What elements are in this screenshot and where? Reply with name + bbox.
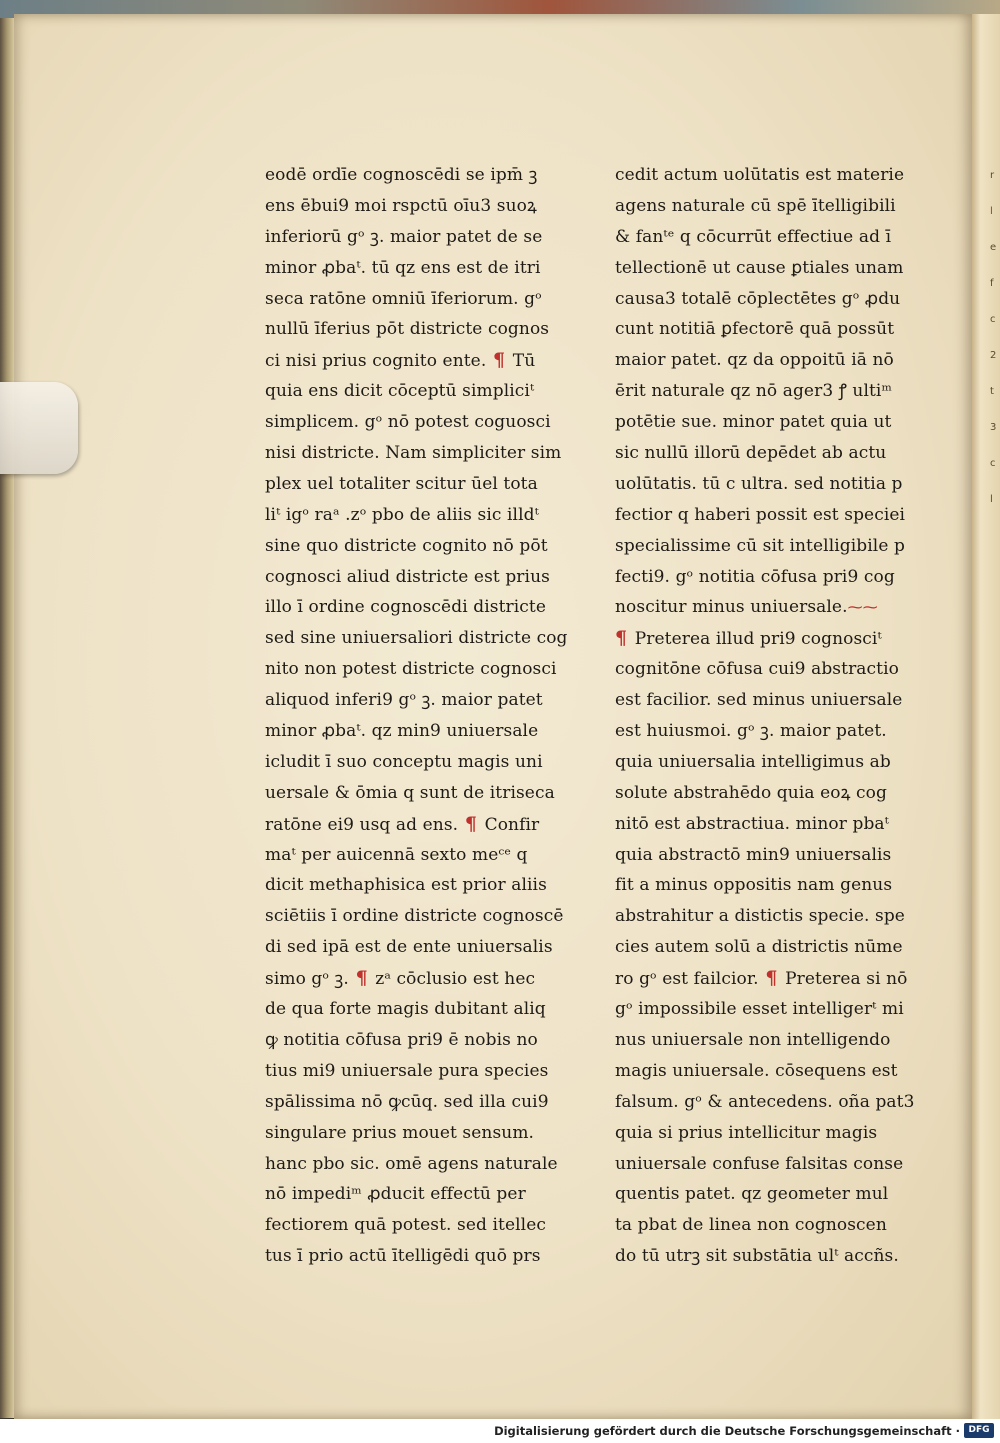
line-text: quia abstractō min9 uniuersalis xyxy=(615,844,892,865)
text-line xyxy=(615,222,915,253)
line-text: nus uniuersale non intelligendo xyxy=(615,1029,891,1050)
text-line xyxy=(265,716,565,747)
line-text: fecti9. gᵒ notitia cōfusa pri9 cog xyxy=(615,566,895,587)
line-text-continued: Preterea si nō xyxy=(779,969,908,990)
text-line xyxy=(265,438,565,469)
line-text: inferiorū gᵒ ꝫ. maior patet de se xyxy=(265,226,543,247)
text-line xyxy=(615,531,915,562)
line-text: falsum. gᵒ & antecedens. oña pat3 xyxy=(615,1091,915,1112)
line-text: simplicem. gᵒ nō potest coguosci xyxy=(265,412,551,433)
line-text: singulare prius mouet sensum. xyxy=(265,1122,535,1143)
line-text: est huiusmoi. gᵒ ꝫ. maior patet. xyxy=(615,721,887,742)
dfg-logo: DFG xyxy=(964,1423,994,1438)
margin-mark: l xyxy=(990,206,993,217)
line-text: uniuersale confuse falsitas conse xyxy=(615,1153,904,1174)
text-line xyxy=(615,438,915,469)
margin-mark: t xyxy=(990,386,994,397)
line-text: fectior q haberi possit est speciei xyxy=(615,504,906,525)
margin-mark: l xyxy=(990,494,993,505)
text-line xyxy=(265,345,565,376)
line-text: ro gᵒ est failcior. xyxy=(615,969,759,990)
line-text: uolūtatis. tū c ultra. sed notitia p xyxy=(615,473,903,494)
text-line xyxy=(265,747,565,778)
text-line xyxy=(615,1025,915,1056)
margin-mark: c xyxy=(990,314,996,325)
line-text: Preterea illud pri9 cognosciᵗ xyxy=(629,629,882,650)
line-text: cies autem solū a districtis nūme xyxy=(615,937,903,958)
line-text: ci nisi prius cognito ente. xyxy=(265,351,487,372)
line-text: nito non potest districte cognosci xyxy=(265,659,557,680)
text-line xyxy=(265,1087,565,1118)
text-line xyxy=(615,1087,915,1118)
paragraph-mark-icon: ¶ xyxy=(486,349,506,372)
line-text: agens naturale cū spē ītelligibili xyxy=(615,195,896,216)
text-line xyxy=(615,500,915,531)
line-text-continued: Confir xyxy=(479,814,540,835)
text-line xyxy=(615,747,915,778)
line-text: aliquod inferi9 gᵒ ꝫ. maior patet xyxy=(265,690,543,711)
bookmark-tab xyxy=(0,382,78,474)
line-text: ens ēbui9 moi rspctū oīu3 suoꝝ xyxy=(265,195,537,216)
line-text: nitō est abstractiua. minor pbaᵗ xyxy=(615,813,889,834)
line-text: icludit ī suo conceptu magis uni xyxy=(265,751,543,772)
footer-bar xyxy=(0,1419,1000,1443)
text-line xyxy=(265,840,565,871)
text-line xyxy=(265,778,565,809)
line-text: sic nullū illorū depēdet ab actu xyxy=(615,443,887,464)
text-line xyxy=(615,469,915,500)
line-text: dicit methaphisica est prior aliis xyxy=(265,875,547,896)
margin-mark: e xyxy=(990,242,997,253)
line-text: tus ī prio actū ītelligēdi quō prs xyxy=(265,1246,541,1267)
line-text: seca ratōne omniū īferiorum. gᵒ xyxy=(265,288,542,309)
text-line xyxy=(265,191,565,222)
line-text: cedit actum uolūtatis est materie xyxy=(615,165,905,185)
paragraph-mark-icon: ¶ xyxy=(758,967,778,990)
text-line xyxy=(615,592,915,623)
text-line xyxy=(265,284,565,315)
line-text: sine quo districte cognito nō pōt xyxy=(265,535,548,556)
line-text: gᵒ impossibile esset intelligerᵗ mi xyxy=(615,999,904,1020)
text-line xyxy=(265,1118,565,1149)
text-line xyxy=(265,654,565,685)
margin-mark: f xyxy=(990,278,994,289)
text-line xyxy=(265,314,565,345)
text-line xyxy=(615,407,915,438)
text-line xyxy=(615,623,915,654)
line-text: specialissime cū sit intelligibile p xyxy=(615,535,905,556)
line-text: ꝙ notitia cōfusa pri9 ē nobis no xyxy=(265,1029,538,1050)
text-line xyxy=(615,284,915,315)
line-text: uersale & ōmia q sunt de itriseca xyxy=(265,782,555,803)
margin-mark: 2 xyxy=(990,350,997,361)
line-text: quia ens dicit cōceptū simpliciᵗ xyxy=(265,381,535,402)
text-line xyxy=(265,500,565,531)
line-text: simo gᵒ ꝫ. xyxy=(265,969,349,990)
text-line xyxy=(615,562,915,593)
line-text: do tū utrꝫ sit substātia ulᵗ accñs. xyxy=(615,1246,899,1267)
red-flourish-icon: ⁓⁓ xyxy=(847,598,878,617)
paragraph-mark-icon: ¶ xyxy=(348,967,368,990)
line-text: noscitur minus uniuersale. xyxy=(615,597,848,618)
text-line xyxy=(265,1056,565,1087)
line-text: de qua forte magis dubitant aliq xyxy=(265,999,546,1020)
left-text-column xyxy=(265,160,568,1272)
margin-mark: r xyxy=(990,170,995,181)
text-line xyxy=(265,562,565,593)
text-line xyxy=(615,716,915,747)
line-text: fectiorem quā potest. sed itellec xyxy=(265,1215,546,1236)
line-text: ērit naturale qz nō ager3 ꝭ ultiᵐ xyxy=(615,381,892,402)
text-line xyxy=(265,623,568,654)
text-line xyxy=(615,1118,915,1149)
text-line xyxy=(615,994,915,1025)
text-line xyxy=(615,345,915,376)
line-text: maᵗ per auicennā sexto meᶜᵉ q xyxy=(265,844,528,865)
text-line xyxy=(615,253,915,284)
line-text: spālissima nō ꝙcūq. sed illa cui9 xyxy=(265,1091,549,1112)
line-text: nō impediᵐ ꝓducit effectū per xyxy=(265,1184,526,1205)
line-text: potētie sue. minor patet quia ut xyxy=(615,412,892,433)
line-text: nullū īferius pōt districte cognos xyxy=(265,319,550,340)
margin-mark: 3 xyxy=(990,422,997,433)
line-text: di sed ipā est de ente uniuersalis xyxy=(265,937,553,958)
line-text: causa3 totalē cōplectētes gᵒ ꝓdu xyxy=(615,288,901,309)
paragraph-mark-icon: ¶ xyxy=(458,812,478,835)
line-text: sciētiis ī ordine districte cognoscē xyxy=(265,906,564,927)
text-line xyxy=(615,840,915,871)
line-text: hanc pbo sic. omē agens naturale xyxy=(265,1153,558,1174)
line-text: fit a minus oppositis nam genus xyxy=(615,875,893,896)
text-line xyxy=(265,253,565,284)
text-line xyxy=(265,160,565,191)
text-line xyxy=(265,809,565,840)
text-line xyxy=(615,901,915,932)
line-text: & fanᵗᵉ q cōcurrūt effectiue ad ī xyxy=(615,226,892,247)
line-text: tellectionē ut cause ꝑtiales unam xyxy=(615,257,904,278)
text-line xyxy=(615,160,915,191)
line-text: tius mi9 uniuersale pura species xyxy=(265,1060,549,1081)
margin-mark: c xyxy=(990,458,996,469)
text-line xyxy=(615,1056,915,1087)
text-line xyxy=(615,809,915,840)
paragraph-mark-icon: ¶ xyxy=(615,627,628,650)
right-text-column xyxy=(615,160,915,1272)
page-right-margin xyxy=(972,14,1000,1419)
text-line xyxy=(265,685,565,716)
text-line xyxy=(265,222,565,253)
line-text: maior patet. qz da oppoitū iā nō xyxy=(615,350,894,371)
line-text: nisi districte. Nam simpliciter sim xyxy=(265,443,562,464)
text-line xyxy=(265,407,565,438)
text-line xyxy=(265,531,565,562)
text-line xyxy=(265,1210,565,1241)
text-line xyxy=(615,870,915,901)
text-line xyxy=(265,1025,565,1056)
line-text: cunt notitiā ꝑfectorē quā possūt xyxy=(615,319,895,340)
text-line xyxy=(615,778,915,809)
text-line xyxy=(265,376,565,407)
text-line xyxy=(615,314,915,345)
line-text-continued: Tū xyxy=(507,351,536,372)
text-line xyxy=(615,654,915,685)
text-line xyxy=(615,1179,915,1210)
text-line xyxy=(265,1179,565,1210)
line-text: est facilior. sed minus uniuersale xyxy=(615,690,903,711)
line-text: liᵗ igᵒ raᵃ .zᵒ pbo de aliis sic illdᵗ xyxy=(265,504,539,525)
text-line xyxy=(615,1241,915,1272)
line-text: minor ꝓbaᵗ. tū qz ens est de itri xyxy=(265,257,541,278)
line-text: magis uniuersale. cōsequens est xyxy=(615,1060,898,1081)
line-text: cognitōne cōfusa cui9 abstractio xyxy=(615,659,899,680)
text-line xyxy=(265,901,565,932)
line-text: minor ꝓbaᵗ. qz min9 uniuersale xyxy=(265,721,539,742)
funding-credit: Digitalisierung gefördert durch die Deutsche Forschungsgemeinschaft · xyxy=(494,1424,960,1438)
book-left-edge xyxy=(0,18,14,1418)
text-line xyxy=(615,1210,915,1241)
text-line xyxy=(615,1149,915,1180)
line-text: ta pbat de linea non cognoscen xyxy=(615,1215,887,1236)
line-text-continued: zᵃ cōclusio est hec xyxy=(369,969,536,990)
line-text: plex uel totaliter scitur ūel tota xyxy=(265,473,538,494)
text-line xyxy=(265,469,565,500)
line-text: eodē ordīe cognoscēdi se ipm̄ ꝫ xyxy=(265,165,538,185)
line-text: solute abstrahēdo quia eoꝝ cog xyxy=(615,782,887,803)
line-text: ratōne ei9 usq ad ens. xyxy=(265,814,459,835)
text-line xyxy=(265,963,565,994)
text-line xyxy=(265,1149,565,1180)
line-text: quia uniuersalia intelligimus ab xyxy=(615,751,891,772)
text-line xyxy=(615,932,915,963)
text-line xyxy=(265,592,565,623)
line-text: illo ī ordine cognoscēdi districte xyxy=(265,597,546,618)
text-line xyxy=(615,685,915,716)
text-line xyxy=(265,1241,565,1272)
text-line xyxy=(615,963,915,994)
line-text: abstrahitur a distictis specie. spe xyxy=(615,906,905,927)
text-line xyxy=(265,994,565,1025)
line-text: quia si prius intellicitur magis xyxy=(615,1122,878,1143)
text-line xyxy=(615,376,915,407)
line-text: cognosci aliud districte est prius xyxy=(265,566,550,587)
text-line xyxy=(265,932,565,963)
line-text: quentis patet. qz geometer mul xyxy=(615,1184,889,1205)
text-line xyxy=(265,870,565,901)
line-text: sed sine uniuersaliori districte cog xyxy=(265,628,568,649)
text-line xyxy=(615,191,915,222)
